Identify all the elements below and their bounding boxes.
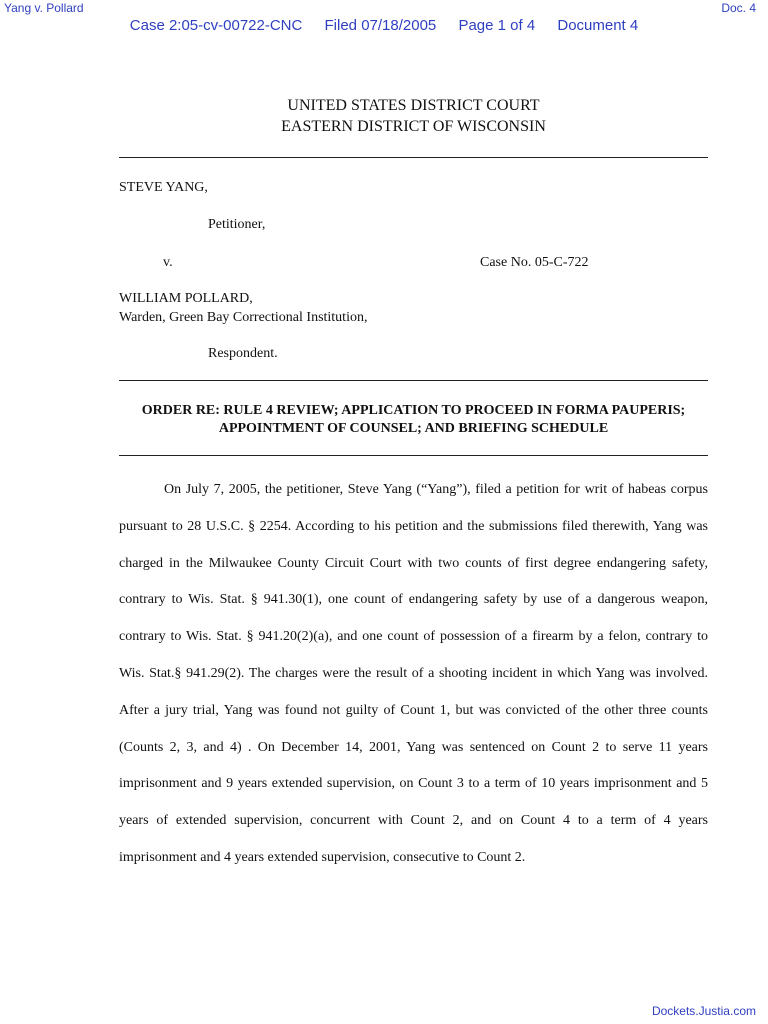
- case-title-link[interactable]: Yang v. Pollard: [4, 1, 84, 15]
- filing-stamp: [0, 17, 768, 34]
- respondent-title: Warden, Green Bay Correctional Institution,: [119, 310, 368, 325]
- petitioner-role: Petitioner,: [208, 217, 266, 232]
- court-name: UNITED STATES DISTRICT COURT: [287, 97, 540, 114]
- doc-number-link[interactable]: Doc. 4: [721, 1, 756, 15]
- court-district: EASTERN DISTRICT OF WISCONSIN: [281, 118, 546, 135]
- order-title-line-1: ORDER RE: RULE 4 REVIEW; APPLICATION TO PROCEED IN FORMA PAUPERIS;: [141, 403, 686, 418]
- order-title-line-2: APPOINTMENT OF COUNSEL; AND BRIEFING SCHEDULE: [218, 421, 609, 436]
- case-number: Case No. 05-C-722: [480, 255, 589, 270]
- divider-middle: [119, 380, 708, 381]
- petitioner-name: STEVE YANG,: [119, 180, 208, 195]
- stamp-page-count: Page 1 of 4: [458, 17, 536, 34]
- stamp-filed-date: Filed 07/18/2005: [324, 17, 437, 34]
- respondent-role: Respondent.: [208, 346, 278, 361]
- body-paragraph: On July 7, 2005, the petitioner, Steve Yang (“Yang”), filed a petition for writ of habeas corpus pursuant to 28 U.S.C. § 2254. According to his petition and the submissions filed therewith, Yang was charged in the Milwaukee County Circuit Court with two counts of first degree endangering safety, contrary to Wis. Stat. § 941.30(1), one count of endangering safety by use of a dangerous weapon, contrary to Wis. Stat. § 941.20(2)(a), and one count of possession of a firearm by a felon, contrary to Wis. Stat.§ 941.29(2). The charges were the result of a shooting incident in which Yang was involved. After a jury trial, Yang was found not guilty of Count 1, but was convicted of the other three counts (Counts 2, 3, and 4) . On December 14, 2001, Yang was sentenced on Count 2 to serve 11 years imprisonment and 9 years extended supervision, on Count 3 to a term of 10 years imprisonment and 5 years of extended supervision, concurrent with Count 2, and on Count 4 to a term of 4 years imprisonment and 4 years extended supervision, consecutive to Count 2.: [119, 482, 708, 865]
- order-title: [119, 402, 708, 438]
- divider-bottom: [119, 455, 708, 456]
- court-heading: [119, 95, 708, 137]
- divider-top: [119, 157, 708, 158]
- justia-source-link[interactable]: Dockets.Justia.com: [651, 1004, 756, 1018]
- versus-label: v.: [163, 255, 173, 270]
- stamp-case-number: Case 2:05-cv-00722-CNC: [129, 17, 303, 34]
- order-body: [119, 472, 708, 877]
- stamp-document-number: Document 4: [557, 17, 639, 34]
- respondent-name: WILLIAM POLLARD,: [119, 291, 253, 306]
